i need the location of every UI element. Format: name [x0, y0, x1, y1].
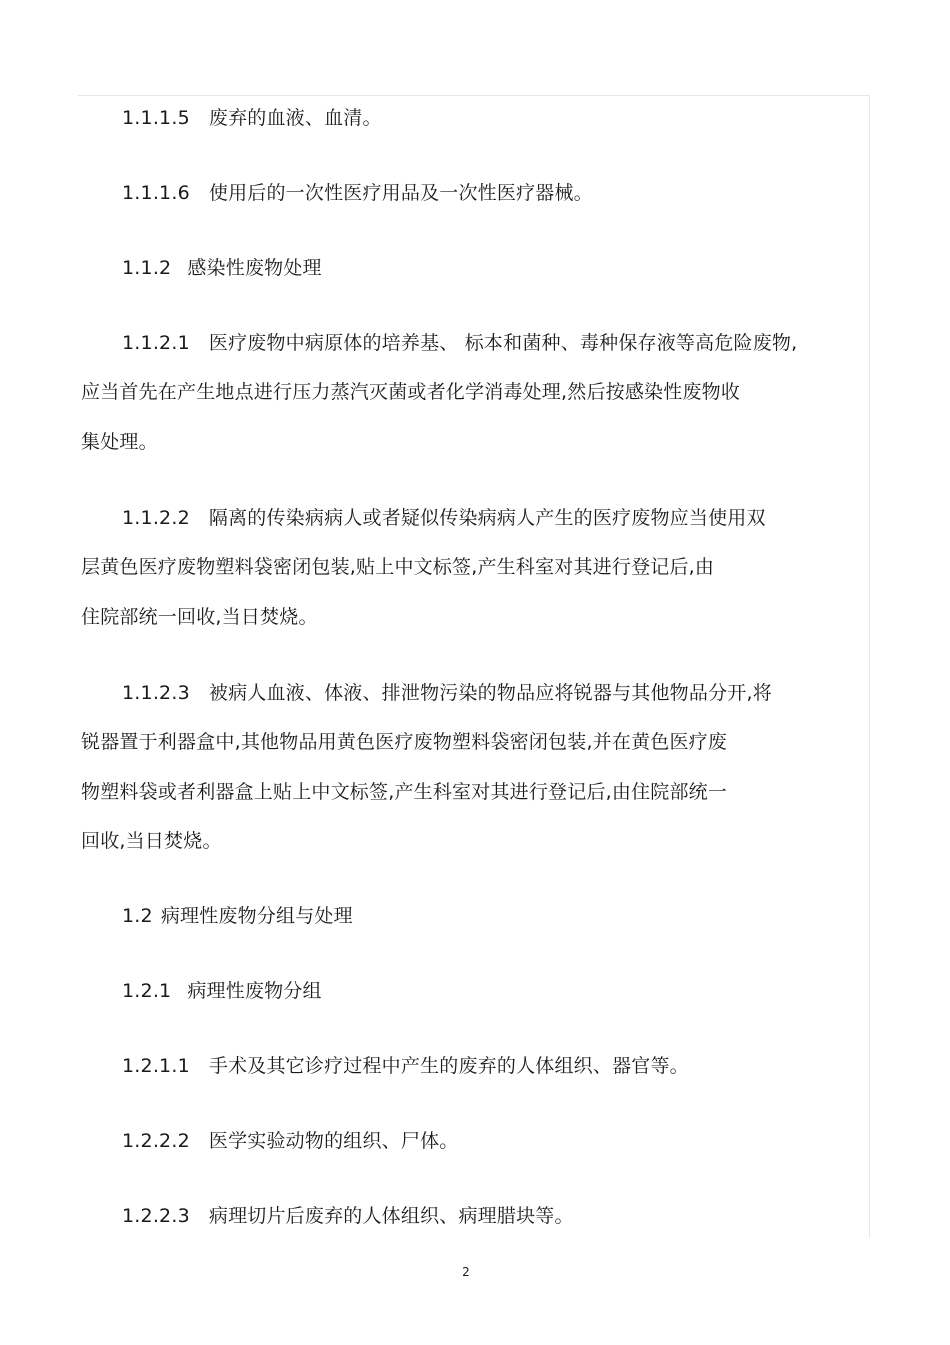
section-number: 1.1.2.2 [122, 507, 190, 529]
section-number: 1.2.2.2 [122, 1130, 190, 1152]
section-text: 病理性废物分组与处理 [160, 905, 353, 927]
section-text: 病理性废物分组 [187, 980, 322, 1002]
section-number: 1.1.1.6 [122, 182, 190, 204]
page-frame-right-border [869, 95, 870, 1238]
section-number: 1.1.2.1 [122, 332, 190, 354]
section-text: 感染性废物处理 [187, 257, 322, 279]
paragraph-1-1-2-2-line-3: 住院部统一回收,当日焚烧。 [81, 606, 318, 628]
section-number: 1.2.1 [122, 980, 172, 1002]
section-number: 1.2.2.3 [122, 1205, 190, 1227]
paragraph-1-1-2-3-line-4: 回收,当日焚烧。 [81, 830, 222, 852]
section-number: 1.1.2 [122, 257, 172, 279]
section-heading-1-1-2 [122, 256, 322, 280]
paragraph-1-1-2-1-line-3: 集处理。 [81, 431, 158, 453]
paragraph-1-1-2-3-line-3: 物塑料袋或者利器盒上贴上中文标签,产生科室对其进行登记后,由住院部统一 [81, 781, 728, 803]
section-text: 手术及其它诊疗过程中产生的废弃的人体组织、器官等。 [208, 1055, 689, 1077]
section-heading-1-2-1 [122, 979, 322, 1003]
section-1-2-2-2 [122, 1129, 458, 1153]
paragraph-1-1-2-3-line-1 [122, 681, 772, 705]
section-number: 1.2 [122, 905, 153, 927]
section-text: 废弃的血液、血清。 [208, 107, 382, 129]
section-number: 1.1.1.5 [122, 107, 190, 129]
section-number: 1.2.1.1 [122, 1055, 190, 1077]
section-1-1-1-5 [122, 106, 382, 130]
paragraph-1-1-2-2-line-2: 层黄色医疗废物塑料袋密闭包装,贴上中文标签,产生科室对其进行登记后,由 [81, 556, 715, 578]
section-text: 使用后的一次性医疗用品及一次性医疗器械。 [208, 182, 593, 204]
paragraph-text: 隔离的传染病病人或者疑似传染病病人产生的医疗废物应当使用双 [208, 507, 766, 529]
paragraph-text: 被病人血液、体液、排泄物污染的物品应将锐器与其他物品分开,将 [208, 682, 772, 704]
section-number: 1.1.2.3 [122, 682, 190, 704]
paragraph-1-1-2-3-line-2: 锐器置于利器盒中,其他物品用黄色医疗废物塑料袋密闭包装,并在黄色医疗废 [81, 731, 728, 753]
section-text: 医学实验动物的组织、尸体。 [208, 1130, 459, 1152]
section-1-2-2-3 [122, 1204, 574, 1228]
paragraph-1-1-2-1-line-1 [122, 331, 797, 355]
paragraph-text: 医疗废物中病原体的培养基、 标本和菌种、毒种保存液等高危险废物, [208, 332, 798, 354]
paragraph-1-1-2-1-line-2: 应当首先在产生地点进行压力蒸汽灭菌或者化学消毒处理,然后按感染性废物收 [81, 381, 741, 403]
page-number: 2 [462, 1265, 470, 1279]
section-1-1-1-6 [122, 181, 593, 205]
section-heading-1-2 [122, 904, 353, 928]
section-text: 病理切片后废弃的人体组织、病理腊块等。 [208, 1205, 574, 1227]
section-1-2-1-1 [122, 1054, 689, 1078]
page-frame-top-border [78, 95, 870, 96]
paragraph-1-1-2-2-line-1 [122, 506, 766, 530]
